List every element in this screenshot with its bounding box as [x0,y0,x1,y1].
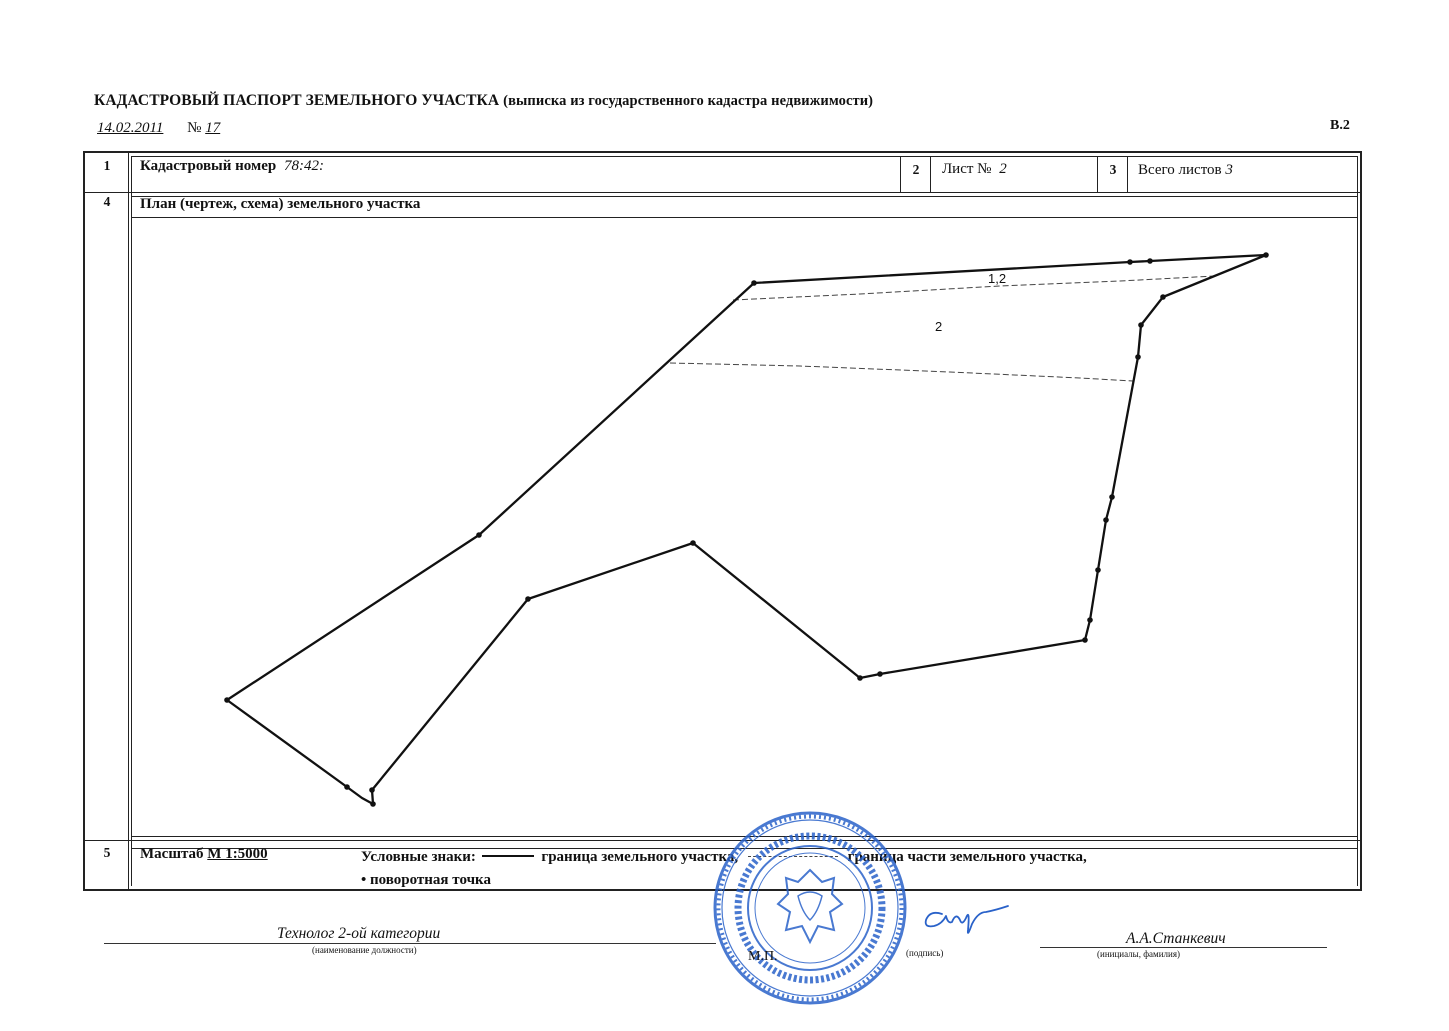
sheet-value: 2 [999,161,1007,177]
number-label: № [187,120,202,136]
plan-label: План (чертеж, схема) земельного участка [140,196,421,212]
position-caption: (наименование должности) [312,945,417,955]
turning-point [857,675,863,681]
title-main: КАДАСТРОВЫЙ ПАСПОРТ ЗЕМЕЛЬНОГО УЧАСТКА [94,92,500,109]
issue-info [97,120,220,137]
part-label-1-2: 1,2 [988,271,1007,286]
total-sheets-label: Всего листов [1138,162,1222,178]
form-code: В.2 [1330,118,1350,133]
turning-points [224,252,1269,807]
scale-label: Масштаб [140,846,204,862]
cadastral-number-field [140,158,324,175]
turning-point [224,697,230,703]
position-line [104,943,716,944]
stamp-place: М.П. [748,949,778,964]
scale-value: М 1:5000 [207,846,268,862]
turning-point [751,280,757,286]
turning-point [877,671,883,677]
turning-point [370,801,376,807]
turning-point [525,596,531,602]
title-subtitle: (выписка из государственного кадастра недвижимости) [503,93,874,109]
row4-number: 4 [103,194,111,209]
signature-caption: (подпись) [906,948,944,958]
name-value: А.А.Станкевич [1126,930,1226,947]
turning-point [1138,322,1144,328]
official-seal [710,808,910,1008]
legend-solid-line-sample [482,855,534,857]
total-sheets-value: 3 [1225,162,1233,178]
cadastral-number-label: Кадастровый номер [140,158,277,174]
turning-point [1103,517,1109,523]
number-value: 17 [205,120,221,136]
turning-point [690,540,696,546]
part-label-2: 2 [935,319,943,334]
turning-point [1095,567,1101,573]
turning-point [1147,258,1153,264]
legend-label: Условные знаки: [361,849,476,865]
turning-point [1109,494,1115,500]
sheet-label: Лист № [942,161,992,177]
turning-point [1160,294,1166,300]
total-cell-number: 3 [1109,162,1117,177]
cadastral-number-value: 78:42: [283,158,324,174]
turning-point [1087,617,1093,623]
land-plot-plan [131,217,1357,836]
turning-point [476,532,482,538]
handwritten-signature [912,902,1012,942]
turning-point [1263,252,1269,258]
sheet-field [942,161,1007,178]
turning-point [1082,637,1088,643]
sheet-cell-number: 2 [912,162,920,177]
row1-number: 1 [103,158,111,173]
position-value: Технолог 2-ой категории [277,925,441,942]
turning-point [1127,259,1133,265]
turning-point [369,787,375,793]
name-line [1040,947,1327,948]
name-caption: (инициалы, фамилия) [1097,949,1180,959]
turning-point [1135,354,1141,360]
turning-point [344,784,350,790]
plot-boundary [227,255,1266,804]
legend-solid-text: граница земельного участка, [541,849,739,865]
scale-field [140,846,268,863]
document-title [94,92,873,110]
total-sheets-field [1138,162,1233,179]
row5-number: 5 [103,845,111,860]
legend-dashed-text: граница части земельного участка, [847,849,1087,865]
legend-point: • поворотная точка [361,872,491,888]
issue-date: 14.02.2011 [97,120,164,136]
part-boundary-lower [670,363,1133,381]
